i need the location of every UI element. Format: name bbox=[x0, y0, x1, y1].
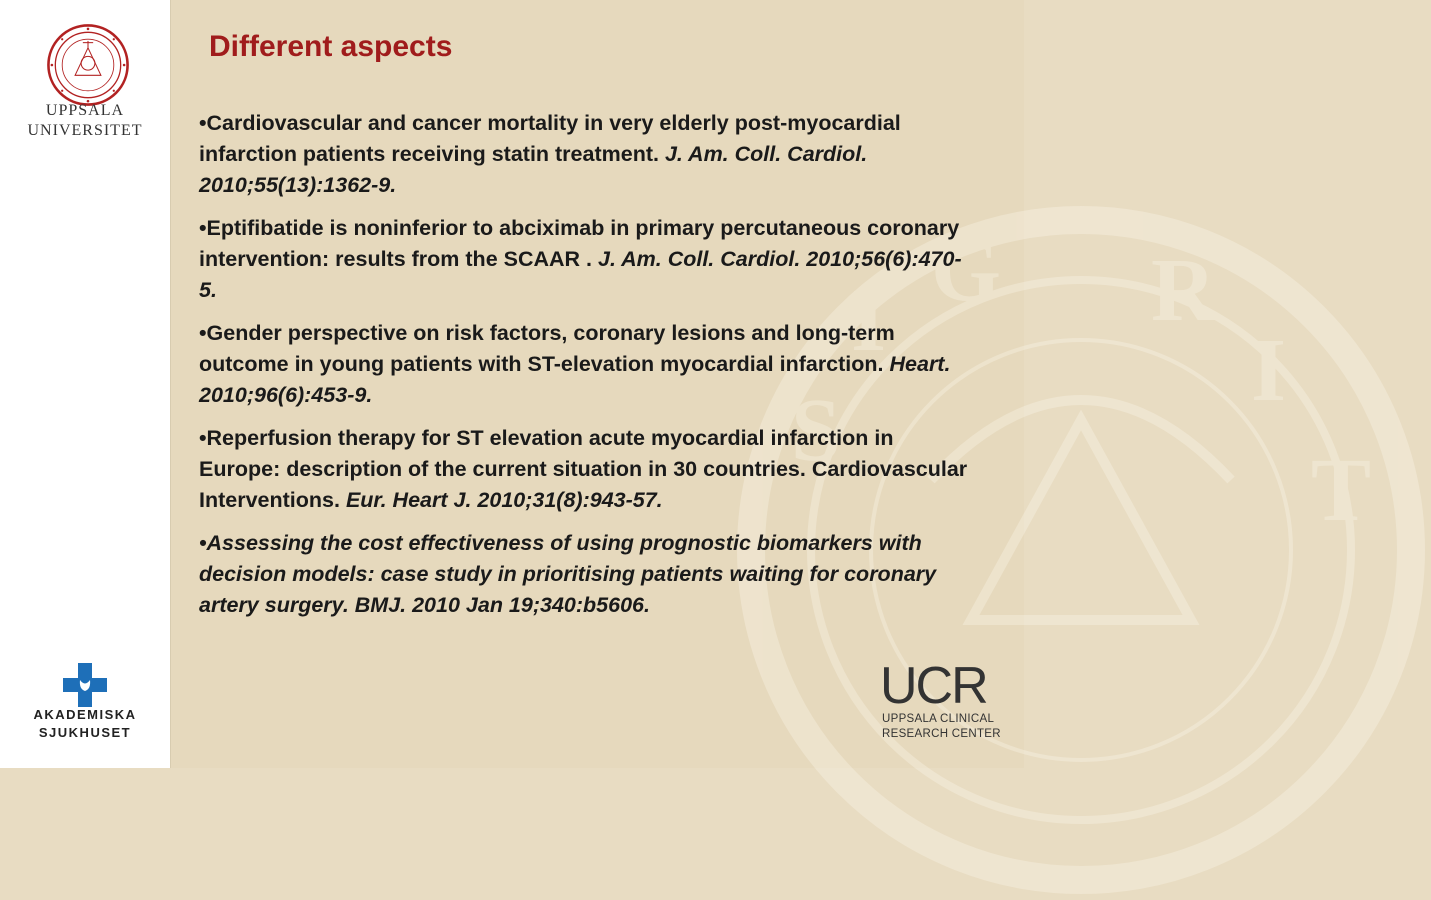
reference-citation: J. Am. Coll. Cardiol. 2010;55(13):1362-9. bbox=[199, 142, 868, 197]
university-name-line2: UNIVERSITET bbox=[27, 122, 143, 139]
svg-text:I: I bbox=[851, 271, 887, 370]
reference-item bbox=[199, 528, 969, 621]
university-name-line1: UPPSALA bbox=[45, 102, 125, 119]
reference-citation: Eur. Heart J. 2010;31(8):943-57. bbox=[345, 488, 663, 512]
ucr-name-line1: UPPSALA CLINICAL bbox=[882, 713, 995, 725]
uppsala-university-seal-icon bbox=[45, 22, 131, 108]
hospital-name-line2: SJUKHUSET bbox=[38, 725, 132, 740]
reference-citation: Heart. 2010;96(6):453-9. bbox=[199, 352, 951, 407]
reference-item bbox=[199, 108, 969, 201]
bullet: • bbox=[199, 216, 207, 240]
bullet: • bbox=[199, 321, 207, 345]
reference-list bbox=[199, 108, 969, 633]
reference-citation: J. Am. Coll. Cardiol. 2010;56(6):470-5. bbox=[199, 247, 962, 302]
hospital-cross-icon bbox=[63, 663, 107, 707]
bullet: • bbox=[199, 531, 207, 555]
svg-text:S: S bbox=[791, 381, 842, 480]
left-sidebar bbox=[0, 0, 171, 768]
reference-text: Reperfusion therapy for ST elevation acute myocardial infarction in Europe: description of the current situation in 30 countries. Cardiovascular Interventions. bbox=[199, 426, 968, 512]
svg-text:T: T bbox=[1311, 441, 1372, 540]
reference-text: Cardiovascular and cancer mortality in very elderly post-myocardial infarction patients receiving statin treatment. bbox=[199, 111, 901, 166]
ucr-logo-mark: UCR bbox=[880, 657, 987, 715]
reference-item bbox=[199, 213, 969, 306]
hospital-name-line1: AKADEMISKA bbox=[33, 707, 137, 722]
slide-title: Different aspects bbox=[209, 30, 453, 63]
bullet: • bbox=[199, 426, 207, 450]
reference-item bbox=[199, 423, 969, 516]
svg-text:G: G bbox=[931, 221, 1002, 320]
reference-text: Assessing the cost effectiveness of using prognostic biomarkers with decision models: case study in prioritising patients waiting for coronary artery surgery. BMJ. 2010 Jan 19;340:b5606. bbox=[199, 531, 937, 617]
reference-item bbox=[199, 318, 969, 411]
reference-text: Eptifibatide is noninferior to abciximab in primary percutaneous coronary intervention: results from the SCAAR . bbox=[199, 216, 960, 271]
svg-text:I: I bbox=[1251, 321, 1287, 420]
svg-text:R: R bbox=[1151, 241, 1216, 340]
ucr-name-line2: RESEARCH CENTER bbox=[882, 728, 1001, 740]
reference-text: Gender perspective on risk factors, coronary lesions and long-term outcome in young patients with ST-elevation myocardial infarction. bbox=[199, 321, 895, 376]
bullet: • bbox=[199, 111, 207, 135]
slide-content bbox=[171, 0, 1372, 768]
